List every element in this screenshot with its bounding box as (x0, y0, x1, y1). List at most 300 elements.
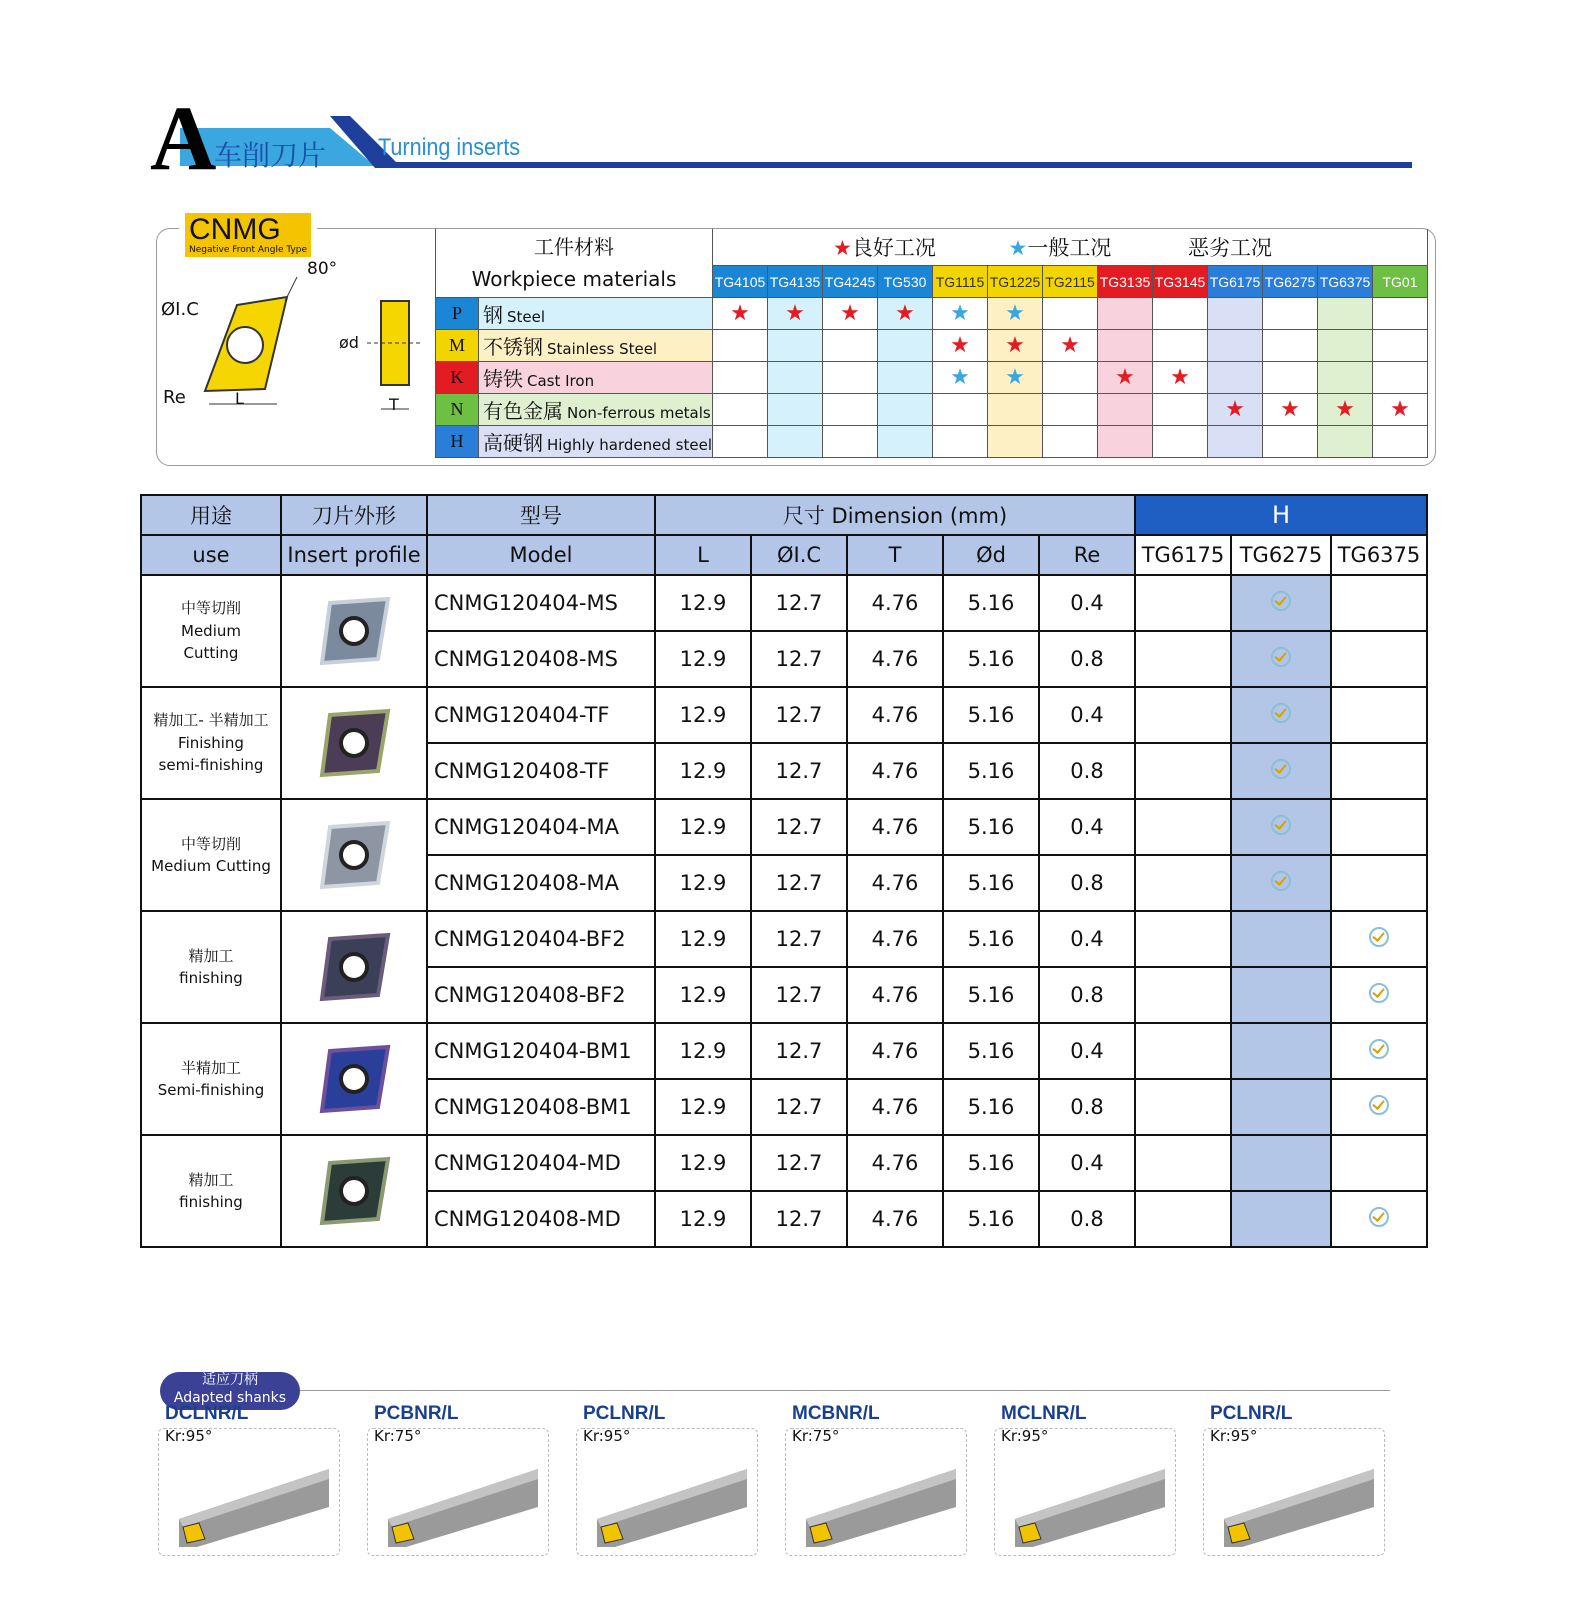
t-cell: 4.76 (847, 1023, 943, 1079)
table-row (141, 799, 1427, 855)
grade-cell (1098, 298, 1153, 330)
material-code: N (436, 394, 479, 426)
ic-cell: 12.7 (751, 911, 847, 967)
re-cell: 0.8 (1039, 1079, 1135, 1135)
grade-cell (1043, 298, 1098, 330)
md-insert-icon (316, 1153, 392, 1229)
general-star-icon: ★ (1005, 300, 1025, 326)
use-cell (141, 1023, 281, 1135)
check-icon (1271, 815, 1291, 835)
grade-cell (823, 394, 878, 426)
material-name (479, 298, 713, 330)
good-star-icon: ★ (840, 300, 860, 326)
insert-dimension-diagram (157, 249, 435, 459)
shank-kr: Kr:95° (583, 1427, 631, 1445)
t-cell: 4.76 (847, 575, 943, 631)
use-cell (141, 575, 281, 687)
grade-cell (1153, 330, 1208, 362)
grade-cell (1373, 298, 1428, 330)
grade-cell (878, 330, 933, 362)
use-cell (141, 687, 281, 799)
shank-name: DCLNR/L (165, 1403, 249, 1424)
material-cn: 钢 (483, 303, 503, 327)
d-cell: 5.16 (943, 687, 1039, 743)
material-en: Stainless Steel (547, 340, 658, 358)
grade-cell (1153, 394, 1208, 426)
profile-cell (281, 575, 427, 687)
h-group-head: H (1135, 495, 1427, 535)
use-text: semi-finishing (158, 756, 264, 775)
d-cell: 5.16 (943, 911, 1039, 967)
good-star-icon: ★ (1280, 396, 1300, 422)
ic-head: ØI.C (751, 535, 847, 575)
table-row (141, 575, 1427, 631)
grade-availability-cell (1135, 1023, 1231, 1079)
workpiece-en: Workpiece materials (471, 267, 677, 291)
d-cell: 5.16 (943, 967, 1039, 1023)
table-row (141, 1135, 1427, 1191)
grade-cell (933, 394, 988, 426)
grade-cell (1153, 362, 1208, 394)
grade-cell (1318, 426, 1373, 458)
ic-cell: 12.7 (751, 743, 847, 799)
table-row (141, 687, 1427, 743)
model-cell: CNMG120404-TF (427, 687, 655, 743)
header-banner (150, 98, 1440, 178)
model-head-en: Model (427, 535, 655, 575)
workpiece-header (436, 229, 713, 298)
grade-availability-cell (1135, 799, 1231, 855)
model-cell: CNMG120408-MS (427, 631, 655, 687)
good-star-icon: ★ (785, 300, 805, 326)
grade-cell (1318, 298, 1373, 330)
grade-availability-cell (1331, 743, 1427, 799)
shank-kr: Kr:95° (165, 1427, 213, 1445)
grade-cell (878, 362, 933, 394)
grade-availability-cell (1331, 687, 1427, 743)
grade-cell (933, 298, 988, 330)
re-cell: 0.8 (1039, 743, 1135, 799)
shanks-badge-en: Adapted shanks (173, 1389, 287, 1406)
material-en: Highly hardened steel (547, 436, 712, 454)
table-row (141, 1023, 1427, 1079)
use-cell (141, 911, 281, 1023)
t-cell: 4.76 (847, 855, 943, 911)
ic-cell: 12.7 (751, 687, 847, 743)
grade-header: TG6175 (1208, 266, 1263, 298)
use-head-cn: 用途 (141, 495, 281, 535)
model-cell: CNMG120404-MD (427, 1135, 655, 1191)
re-cell: 0.8 (1039, 631, 1135, 687)
grade-cell (823, 298, 878, 330)
grade-availability-cell (1231, 855, 1331, 911)
material-panel (156, 213, 1436, 466)
grade-availability-cell (1231, 1023, 1331, 1079)
grade-cell (713, 362, 768, 394)
l-cell: 12.9 (655, 1191, 751, 1247)
material-code: M (436, 330, 479, 362)
grade-cell (1373, 330, 1428, 362)
use-cell (141, 1135, 281, 1247)
dimension-head: 尺寸 Dimension (mm) (655, 495, 1135, 535)
shank-card (1203, 1403, 1385, 1556)
profile-cell (281, 799, 427, 911)
grade-cell (1153, 426, 1208, 458)
use-text: 精加工- 半精加工 (153, 711, 269, 730)
general-star-icon: ★ (1005, 364, 1025, 390)
l-cell: 12.9 (655, 687, 751, 743)
t-cell: 4.76 (847, 687, 943, 743)
grade-availability-cell (1331, 911, 1427, 967)
grade-cell (933, 426, 988, 458)
d-cell: 5.16 (943, 743, 1039, 799)
grade-header: TG3135 (1098, 266, 1153, 298)
shank-card (994, 1403, 1176, 1556)
grade-availability-cell (1231, 911, 1331, 967)
check-icon (1271, 871, 1291, 891)
insert-spec-table (140, 494, 1428, 1248)
l-label: L (235, 389, 244, 408)
grade-availability-cell (1135, 1079, 1231, 1135)
grade-cell (823, 362, 878, 394)
material-cn: 有色金属 (483, 399, 563, 423)
grade-cell (713, 330, 768, 362)
grade-cell (1263, 362, 1318, 394)
d-cell: 5.16 (943, 1023, 1039, 1079)
d-label: ød (339, 333, 359, 352)
insert-code-sub: Negative Front Angle Type (189, 245, 308, 255)
grade-cell (823, 330, 878, 362)
grade-cell (1263, 394, 1318, 426)
grade-availability-cell (1231, 687, 1331, 743)
ic-cell: 12.7 (751, 967, 847, 1023)
tf-insert-icon (316, 705, 392, 781)
ic-cell: 12.7 (751, 799, 847, 855)
re-cell: 0.4 (1039, 799, 1135, 855)
re-cell: 0.4 (1039, 1023, 1135, 1079)
grade-cell (1373, 362, 1428, 394)
workpiece-cn: 工件材料 (534, 235, 614, 259)
d-cell: 5.16 (943, 1191, 1039, 1247)
insert-code: CNMG (189, 213, 281, 246)
good-star-icon: ★ (833, 236, 852, 260)
grade-availability-cell (1135, 687, 1231, 743)
material-en: Cast Iron (527, 372, 595, 390)
shank-name: PCBNR/L (374, 1403, 459, 1424)
material-en: Non-ferrous metals (567, 404, 711, 422)
grade-header: TG530 (878, 266, 933, 298)
use-text: finishing (179, 969, 243, 987)
grade-cell (1098, 330, 1153, 362)
check-icon (1369, 1207, 1389, 1227)
ic-cell: 12.7 (751, 1023, 847, 1079)
grade-cell (878, 394, 933, 426)
material-code: K (436, 362, 479, 394)
model-cell: CNMG120404-BF2 (427, 911, 655, 967)
t-cell: 4.76 (847, 1079, 943, 1135)
ic-cell: 12.7 (751, 855, 847, 911)
re-label: Re (163, 387, 186, 408)
shank-tool-icon (169, 1449, 333, 1549)
t-cell: 4.76 (847, 1191, 943, 1247)
l-cell: 12.9 (655, 911, 751, 967)
ic-cell: 12.7 (751, 631, 847, 687)
grade-cell (713, 298, 768, 330)
material-name (479, 330, 713, 362)
grade-header: TG6275 (1263, 266, 1318, 298)
grade-availability-cell (1331, 575, 1427, 631)
t-cell: 4.76 (847, 1135, 943, 1191)
profile-cell (281, 1135, 427, 1247)
grade-availability-cell (1135, 631, 1231, 687)
profile-cell (281, 687, 427, 799)
shank-tool-icon (796, 1449, 960, 1549)
check-icon (1369, 983, 1389, 1003)
l-cell: 12.9 (655, 1079, 751, 1135)
grade-cell (988, 298, 1043, 330)
shank-card (367, 1403, 549, 1556)
grade-cell (1043, 330, 1098, 362)
shank-name: MCLNR/L (1001, 1403, 1087, 1424)
profile-cell (281, 1023, 427, 1135)
profile-head-en: Insert profile (281, 535, 427, 575)
grade-cell (988, 394, 1043, 426)
check-icon (1271, 759, 1291, 779)
grade-availability-cell (1331, 855, 1427, 911)
grade-header: TG3145 (1153, 266, 1208, 298)
use-text: 中等切削 (180, 834, 241, 853)
l-cell: 12.9 (655, 743, 751, 799)
ic-label: ØI.C (161, 299, 199, 320)
general-star-icon: ★ (950, 300, 970, 326)
grade-availability-cell (1135, 575, 1231, 631)
profile-cell (281, 911, 427, 1023)
grade-cell (1263, 330, 1318, 362)
check-icon (1369, 1039, 1389, 1059)
grade-cell (1373, 394, 1428, 426)
l-cell: 12.9 (655, 799, 751, 855)
tg6275-head: TG6275 (1231, 535, 1331, 575)
good-star-icon: ★ (895, 300, 915, 326)
grade-availability-cell (1331, 799, 1427, 855)
shank-tool-icon (378, 1449, 542, 1549)
general-star-icon: ★ (1008, 236, 1028, 260)
model-cell: CNMG120408-TF (427, 743, 655, 799)
model-cell: CNMG120404-BM1 (427, 1023, 655, 1079)
grade-cell (1208, 394, 1263, 426)
grade-cell (1318, 362, 1373, 394)
good-star-icon: ★ (1390, 396, 1410, 422)
good-star-icon: ★ (730, 300, 750, 326)
shank-name: PCLNR/L (1210, 1403, 1293, 1424)
grade-cell (1208, 298, 1263, 330)
grade-header: TG4135 (768, 266, 823, 298)
grade-cell (878, 298, 933, 330)
material-code: P (436, 298, 479, 330)
material-name (479, 362, 713, 394)
grade-header: TG4245 (823, 266, 878, 298)
grade-availability-cell (1231, 799, 1331, 855)
shank-tool-icon (1005, 1449, 1169, 1549)
grade-cell (1043, 362, 1098, 394)
t-head: T (847, 535, 943, 575)
profile-head-cn: 刀片外形 (281, 495, 427, 535)
ic-cell: 12.7 (751, 575, 847, 631)
model-cell: CNMG120404-MA (427, 799, 655, 855)
use-text: 中等切削 (180, 599, 241, 618)
grade-availability-cell (1231, 575, 1331, 631)
grade-availability-cell (1331, 967, 1427, 1023)
grade-cell (988, 330, 1043, 362)
grade-header: TG2115 (1043, 266, 1098, 298)
ic-cell: 12.7 (751, 1135, 847, 1191)
l-head: L (655, 535, 751, 575)
grade-cell (1208, 426, 1263, 458)
l-cell: 12.9 (655, 575, 751, 631)
grade-header: TG1225 (988, 266, 1043, 298)
grade-cell (1263, 426, 1318, 458)
shank-kr: Kr:75° (792, 1427, 840, 1445)
re-cell: 0.4 (1039, 1135, 1135, 1191)
use-head-en: use (141, 535, 281, 575)
material-name (479, 426, 713, 458)
check-icon (1271, 591, 1291, 611)
grade-availability-cell (1135, 1191, 1231, 1247)
ic-cell: 12.7 (751, 1191, 847, 1247)
shanks-badge-cn: 适应刀柄 (202, 1372, 258, 1388)
good-star-icon: ★ (1335, 396, 1355, 422)
general-star-icon: ★ (950, 364, 970, 390)
angle-label: 80° (307, 259, 338, 279)
material-cn: 高硬钢 (483, 431, 543, 455)
material-cn: 不锈钢 (483, 335, 543, 359)
shank-name: PCLNR/L (583, 1403, 666, 1424)
model-cell: CNMG120408-MA (427, 855, 655, 911)
d-cell: 5.16 (943, 855, 1039, 911)
t-cell: 4.76 (847, 799, 943, 855)
shank-card (785, 1403, 967, 1556)
use-text: Finishing (178, 733, 244, 752)
grade-header: TG1115 (933, 266, 988, 298)
re-cell: 0.8 (1039, 855, 1135, 911)
grade-availability-cell (1331, 1023, 1427, 1079)
re-cell: 0.4 (1039, 687, 1135, 743)
section-title-cn: 车削刀片 (214, 139, 327, 172)
model-cell: CNMG120408-MD (427, 1191, 655, 1247)
grade-cell (1208, 330, 1263, 362)
d-head: Ød (943, 535, 1039, 575)
use-text: 精加工 (188, 946, 234, 965)
grade-availability-cell (1135, 911, 1231, 967)
grade-cell (1208, 362, 1263, 394)
tg6375-head: TG6375 (1331, 535, 1427, 575)
table-row (141, 911, 1427, 967)
grade-header: TG01 (1373, 266, 1428, 298)
material-name (479, 394, 713, 426)
re-cell: 0.4 (1039, 911, 1135, 967)
t-cell: 4.76 (847, 743, 943, 799)
l-cell: 12.9 (655, 631, 751, 687)
use-text: 精加工 (188, 1170, 234, 1189)
d-cell: 5.16 (943, 1079, 1039, 1135)
check-icon (1369, 927, 1389, 947)
use-text: Cutting (183, 644, 239, 663)
grade-cell (823, 426, 878, 458)
grade-availability-cell (1231, 743, 1331, 799)
shank-card (576, 1403, 758, 1556)
grade-cell (988, 362, 1043, 394)
grade-cell (1043, 394, 1098, 426)
model-head-cn: 型号 (427, 495, 655, 535)
bf2-insert-icon (316, 929, 392, 1005)
use-cell (141, 799, 281, 911)
shank-kr: Kr:75° (374, 1427, 422, 1445)
grade-availability-cell (1331, 1135, 1427, 1191)
model-cell: CNMG120404-MS (427, 575, 655, 631)
re-head: Re (1039, 535, 1135, 575)
d-cell: 5.16 (943, 1135, 1039, 1191)
shank-name: MCBNR/L (792, 1403, 880, 1424)
l-cell: 12.9 (655, 1023, 751, 1079)
cond-good: 良好工况 (851, 236, 936, 260)
grade-availability-cell (1135, 967, 1231, 1023)
grade-header: TG6375 (1318, 266, 1373, 298)
re-cell: 0.8 (1039, 1191, 1135, 1247)
section-letter: A (150, 87, 217, 189)
condition-legend (713, 229, 1428, 266)
grade-availability-cell (1231, 1135, 1331, 1191)
good-star-icon: ★ (1170, 364, 1190, 390)
shank-tool-icon (587, 1449, 751, 1549)
grade-cell (1098, 362, 1153, 394)
bm1-insert-icon (316, 1041, 392, 1117)
d-cell: 5.16 (943, 575, 1039, 631)
grade-cell (1043, 426, 1098, 458)
ic-cell: 12.7 (751, 1079, 847, 1135)
grade-cell (713, 394, 768, 426)
t-cell: 4.76 (847, 911, 943, 967)
grade-availability-cell (1231, 631, 1331, 687)
grade-availability-cell (1231, 1191, 1331, 1247)
grade-cell (878, 426, 933, 458)
grade-availability-cell (1135, 855, 1231, 911)
grade-cell (768, 298, 823, 330)
grade-cell (768, 394, 823, 426)
grade-availability-cell (1135, 743, 1231, 799)
use-text: Medium (181, 621, 241, 640)
l-cell: 12.9 (655, 967, 751, 1023)
grade-availability-cell (1231, 1079, 1331, 1135)
use-text: 半精加工 (180, 1058, 241, 1077)
check-icon (1271, 647, 1291, 667)
grade-cell (1318, 394, 1373, 426)
grade-cell (768, 362, 823, 394)
grade-availability-cell (1331, 1191, 1427, 1247)
grade-cell (1098, 426, 1153, 458)
use-text: Medium Cutting (151, 857, 271, 875)
check-icon (1271, 703, 1291, 723)
ma-insert-icon (316, 817, 392, 893)
check-icon (1369, 1095, 1389, 1115)
l-cell: 12.9 (655, 1135, 751, 1191)
grade-cell (988, 426, 1043, 458)
grade-cell (713, 426, 768, 458)
grade-availability-cell (1231, 967, 1331, 1023)
grade-cell (1098, 394, 1153, 426)
grade-availability-cell (1331, 1079, 1427, 1135)
l-cell: 12.9 (655, 855, 751, 911)
use-text: Semi-finishing (157, 1081, 265, 1099)
